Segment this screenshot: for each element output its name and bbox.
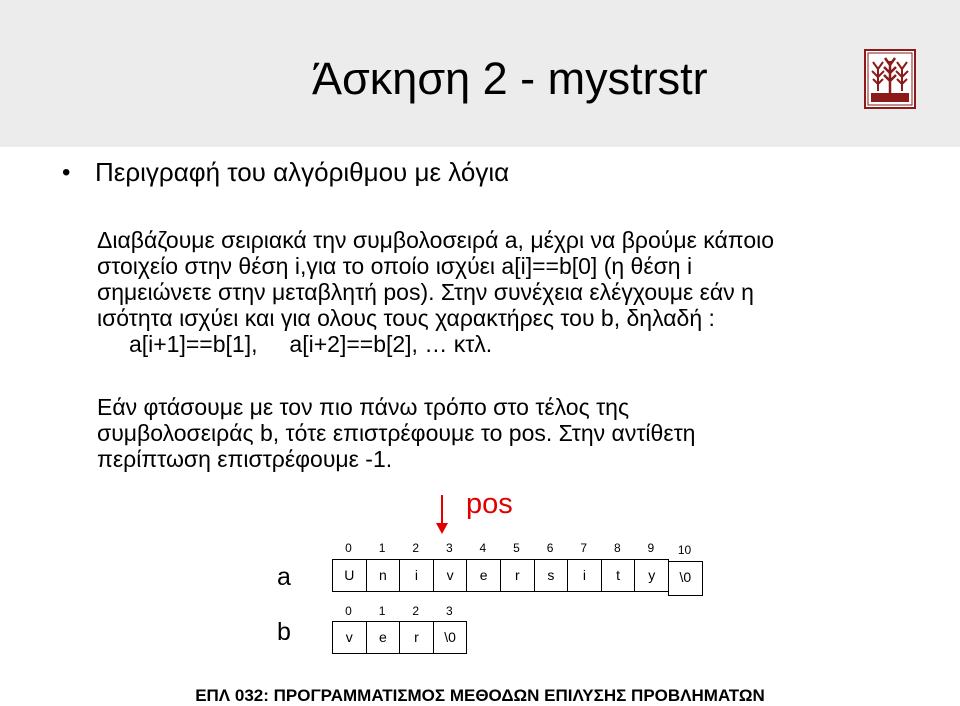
array_b-index: 0 (345, 604, 352, 618)
array_a-cell: v (433, 559, 468, 592)
array_b-cell: r (399, 621, 434, 654)
paragraph1-line: σημειώνετε στην μεταβλητή pos). Στην συνέχεια ελέγχουμε εάν η (97, 279, 754, 305)
array_a-cell: U (332, 559, 367, 592)
array_a-index: 8 (613, 541, 621, 555)
array_a-cell: s (534, 559, 569, 592)
title-band (0, 0, 960, 147)
pos-label: pos (466, 488, 513, 520)
array_b-cell: v (332, 621, 367, 654)
paragraph1-line: ισότητα ισχύει και για ολους τους χαρακτήρες του b, δηλαδή : (97, 305, 715, 331)
bullet-marker: • (62, 159, 71, 186)
array_a-cell: \0 (668, 561, 703, 596)
array-a-label: a (277, 563, 291, 591)
array_a-cell: t (601, 559, 636, 592)
array_a-cell: y (634, 559, 669, 592)
array_b-index: 2 (412, 604, 420, 618)
array-b-label: b (277, 618, 291, 646)
array_a-index: 1 (378, 541, 386, 555)
paragraph2-line: περίπτωση επιστρέφουμε -1. (97, 446, 393, 472)
array_a-index: 9 (647, 541, 655, 555)
slide-title: Άσκηση 2 - mystrstr (312, 53, 708, 104)
array_a-cell: i (567, 559, 602, 592)
paragraph1-line: στοιχείο στην θέση i,για το οποίο ισχύει a[i]==b[0] (η θέση i (97, 253, 693, 279)
paragraph1-line: a[i+1]==b[1], a[i+2]==b[2], … κτλ. (97, 331, 493, 357)
paragraph1-line: Διαβάζουμε σειριακά την συμβολοσειρά a, μέχρι να βρούμε κάποιο (97, 227, 775, 253)
array_a-index: 0 (345, 541, 352, 555)
array_a-index: 10 (677, 543, 692, 557)
array_a-index: 4 (479, 541, 487, 555)
array_b-cell: \0 (433, 621, 468, 654)
array_a-cell: r (500, 559, 535, 592)
subheading: Περιγραφή του αλγόριθμου με λόγια (95, 157, 510, 187)
array_b-cell: e (366, 621, 401, 654)
array_a-cell: e (466, 559, 501, 592)
array_a-index: 5 (513, 541, 520, 555)
university-tree-logo-icon (864, 49, 916, 109)
array_a-index: 3 (445, 541, 453, 555)
pos-arrow-icon (435, 495, 449, 535)
paragraph2-line: συμβολοσειράς b, τότε επιστρέφουμε το pos. Στην αντίθετη (97, 420, 696, 446)
paragraph2-line: Εάν φτάσουμε με τον πιο πάνω τρόπο στο τέλος της (97, 394, 630, 420)
array_a-index: 6 (546, 541, 554, 555)
array_a-cell: i (399, 559, 434, 592)
array_a-cell: n (366, 559, 401, 592)
array_b-index: 1 (378, 604, 386, 618)
footer-course-title: ΕΠΛ 032: ΠΡΟΓΡΑΜΜΑΤΙΣΜΟΣ ΜΕΘΟΔΩΝ ΕΠΙΛΥΣΗΣ ΠΡΟΒΛΗΜΑΤΩΝ (195, 686, 765, 705)
array_a-index: 2 (412, 541, 420, 555)
array_b-index: 3 (445, 604, 453, 618)
array_a-index: 7 (580, 541, 588, 555)
